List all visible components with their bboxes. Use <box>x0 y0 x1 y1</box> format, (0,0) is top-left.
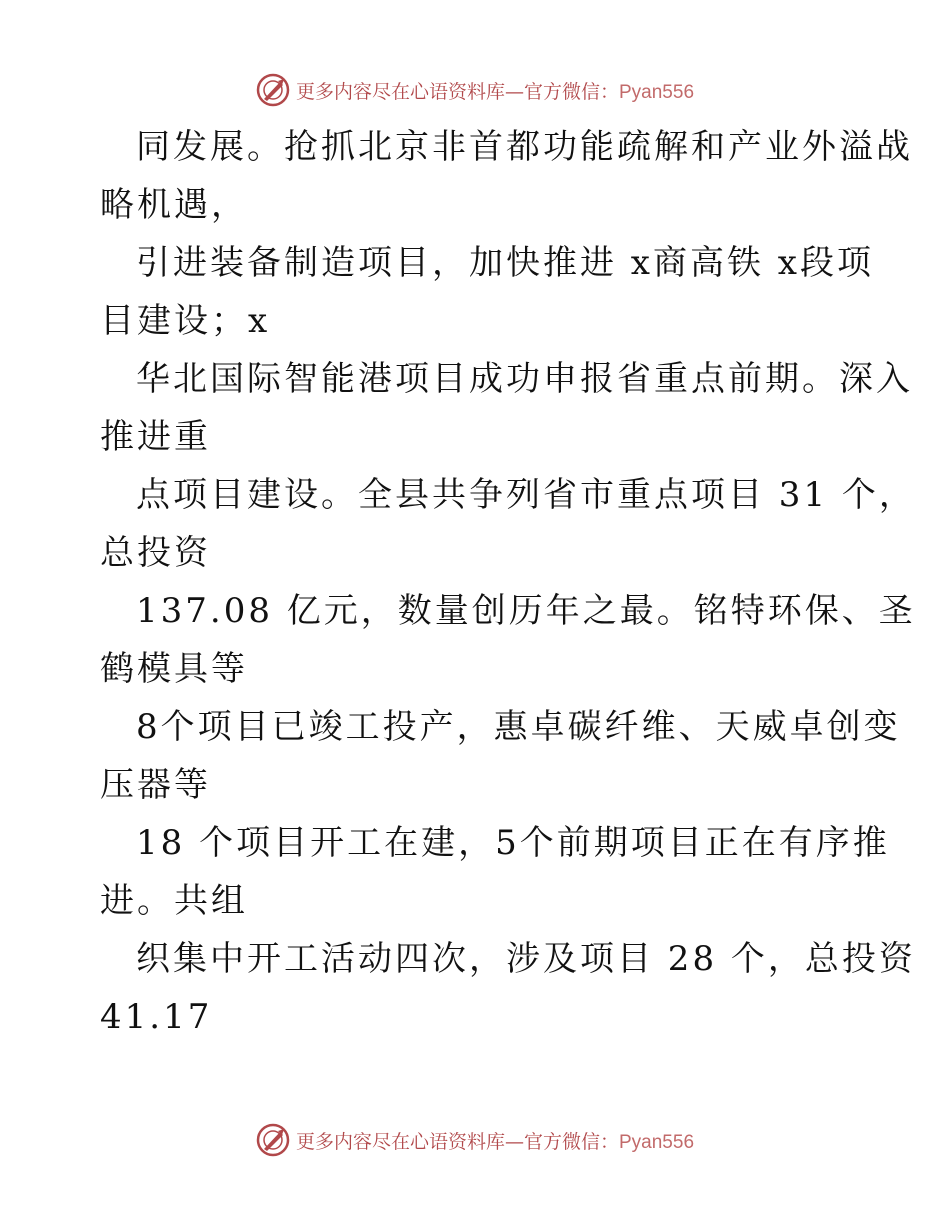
paragraph-line: 目建设；x <box>100 301 271 341</box>
paragraph-3 <box>100 350 913 466</box>
paragraph-6 <box>100 698 901 814</box>
paragraph-line: 总投资 <box>100 533 211 573</box>
paragraph-2 <box>100 234 874 350</box>
paragraph-line: 鹤模具等 <box>100 649 248 689</box>
banner-wechat-id: Pyan556 <box>619 81 695 103</box>
paragraph-line: 华北国际智能港项目成功申报省重点前期。深入 <box>136 359 913 399</box>
brand-logo-icon <box>256 73 290 107</box>
paragraph-4 <box>100 466 916 582</box>
document-body <box>100 118 916 1046</box>
banner-label: 更多内容尽在心语资料库—官方微信： <box>295 80 619 103</box>
paragraph-line: 点项目建设。全县共争列省市重点项目 31 个， <box>136 475 916 515</box>
paragraph-7 <box>100 814 890 930</box>
paragraph-line: 略机遇， <box>100 185 248 225</box>
paragraph-line: 推进重 <box>100 417 211 457</box>
paragraph-line: 织集中开工活动四次，涉及项目 28 个，总投资 <box>136 939 916 979</box>
paragraph-8 <box>100 930 916 1046</box>
header-watermark-banner <box>0 70 950 110</box>
paragraph-line: 同发展。抢抓北京非首都功能疏解和产业外溢战 <box>136 127 913 167</box>
paragraph-line: 18 个项目开工在建，5个前期项目正在有序推 <box>136 823 890 863</box>
paragraph-1 <box>100 118 913 234</box>
paragraph-line: 引进装备制造项目，加快推进 x商高铁 x段项 <box>136 243 874 283</box>
paragraph-5 <box>100 582 916 698</box>
paragraph-line: 压器等 <box>100 765 211 805</box>
banner-text <box>296 1127 694 1154</box>
banner-wechat-id: Pyan556 <box>619 1131 695 1153</box>
banner-label: 更多内容尽在心语资料库—官方微信： <box>295 1130 619 1153</box>
banner-text <box>296 77 694 104</box>
brand-logo-icon <box>256 1123 290 1157</box>
paragraph-line: 8个项目已竣工投产，惠卓碳纤维、天威卓创变 <box>136 707 901 747</box>
footer-watermark-banner <box>0 1120 950 1160</box>
paragraph-line: 137.08 亿元，数量创历年之最。铭特环保、圣 <box>136 591 916 631</box>
paragraph-line: 进。共组 <box>100 881 248 921</box>
paragraph-line: 41.17 <box>100 997 213 1037</box>
